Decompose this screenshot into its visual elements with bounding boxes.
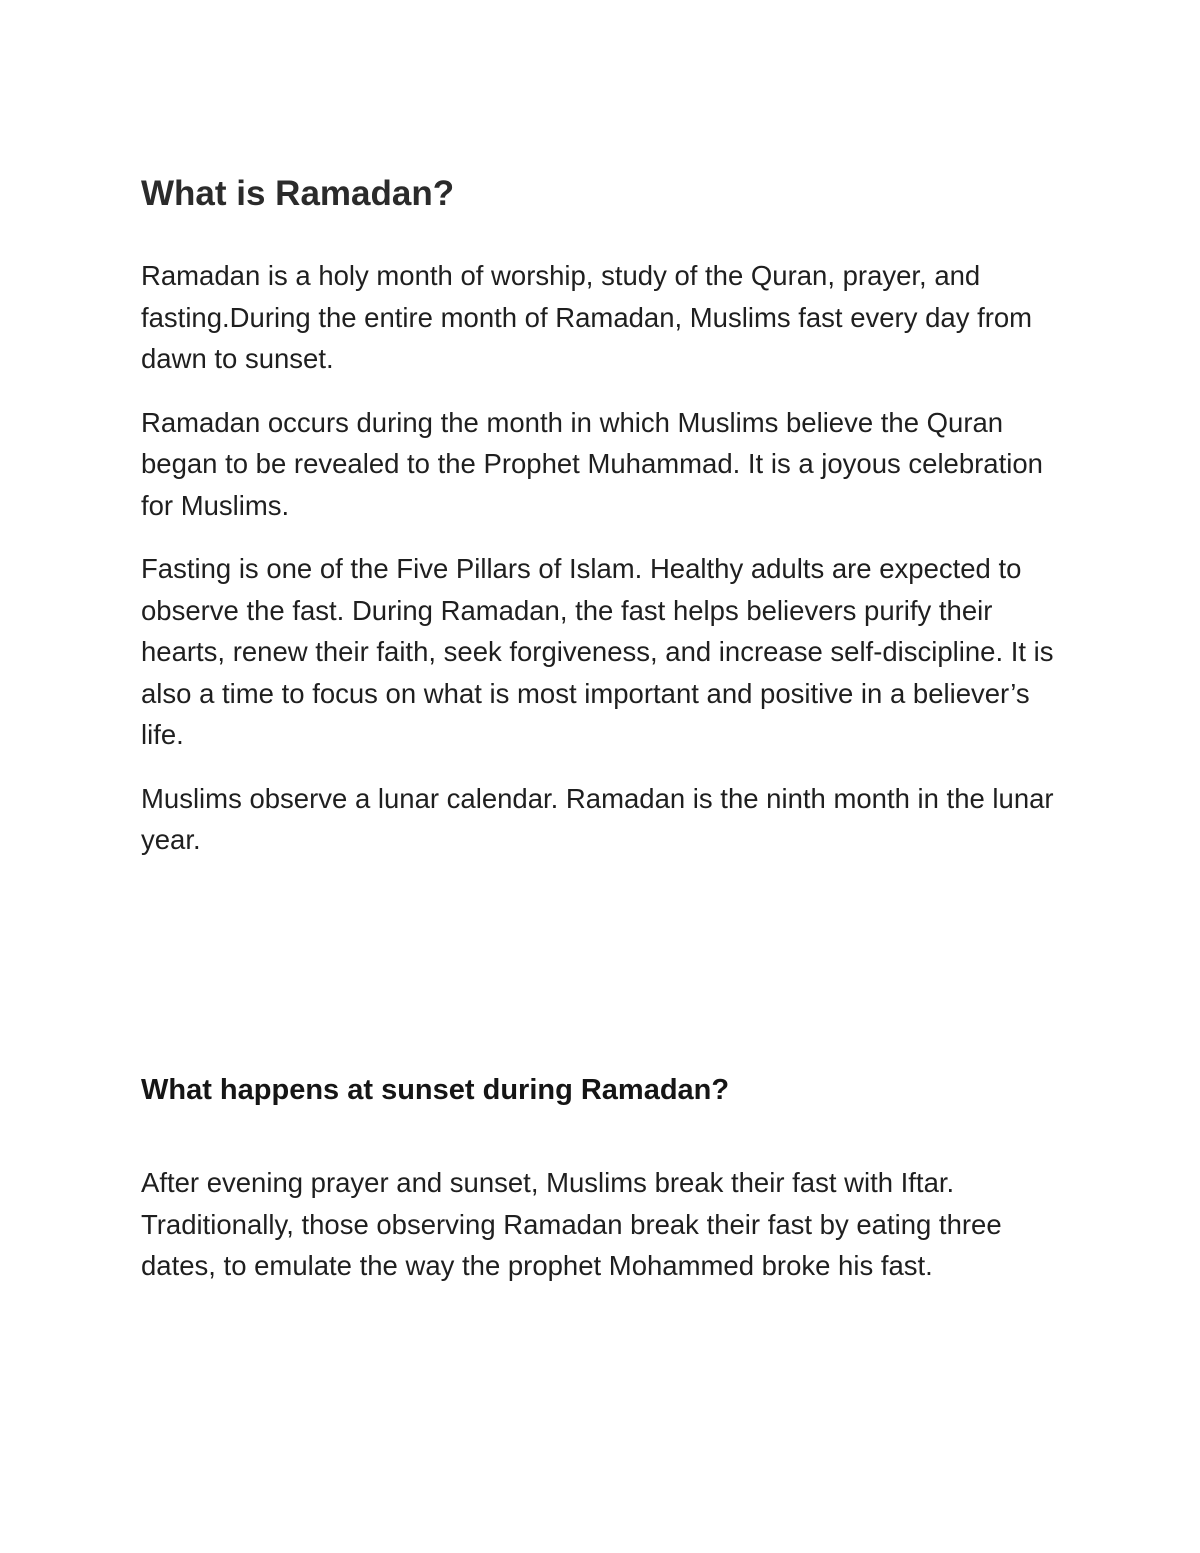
section-heading-sunset: What happens at sunset during Ramadan?	[141, 1073, 730, 1106]
paragraph-holy-month: Ramadan is a holy month of worship, study of the Quran, prayer, and fasting.During the entire month of Ramadan, Muslims fast every day from dawn to sunset.	[141, 260, 1033, 374]
paragraph-quran-revealed: Ramadan occurs during the month in which Muslims believe the Quran began to be revealed to the Prophet Muhammad. It is a joyous celebration for Muslims.	[141, 406, 1043, 521]
section-heading-what-is-ramadan: What is Ramadan?	[141, 174, 455, 213]
paragraph-iftar: After evening prayer and sunset, Muslims break their fast with Iftar. Traditionally, those observing Ramadan break their fast by eating three dates, to emulate the way the prophet Mohammed broke his fast.	[141, 1167, 1002, 1282]
section-spacer	[141, 883, 1061, 1073]
document-content	[141, 173, 1061, 1309]
paragraph-lunar-calendar: Muslims observe a lunar calendar. Ramadan is the ninth month in the lunar year.	[141, 782, 1054, 855]
paragraph-five-pillars: Fasting is one of the Five Pillars of Islam. Healthy adults are expected to observe the fast. During Ramadan, the fast helps believers purify their hearts, renew their faith, seek forgiveness, and increase self-discipline. It is also a time to focus on what is most important and positive in a believer’s life.	[141, 553, 1054, 750]
